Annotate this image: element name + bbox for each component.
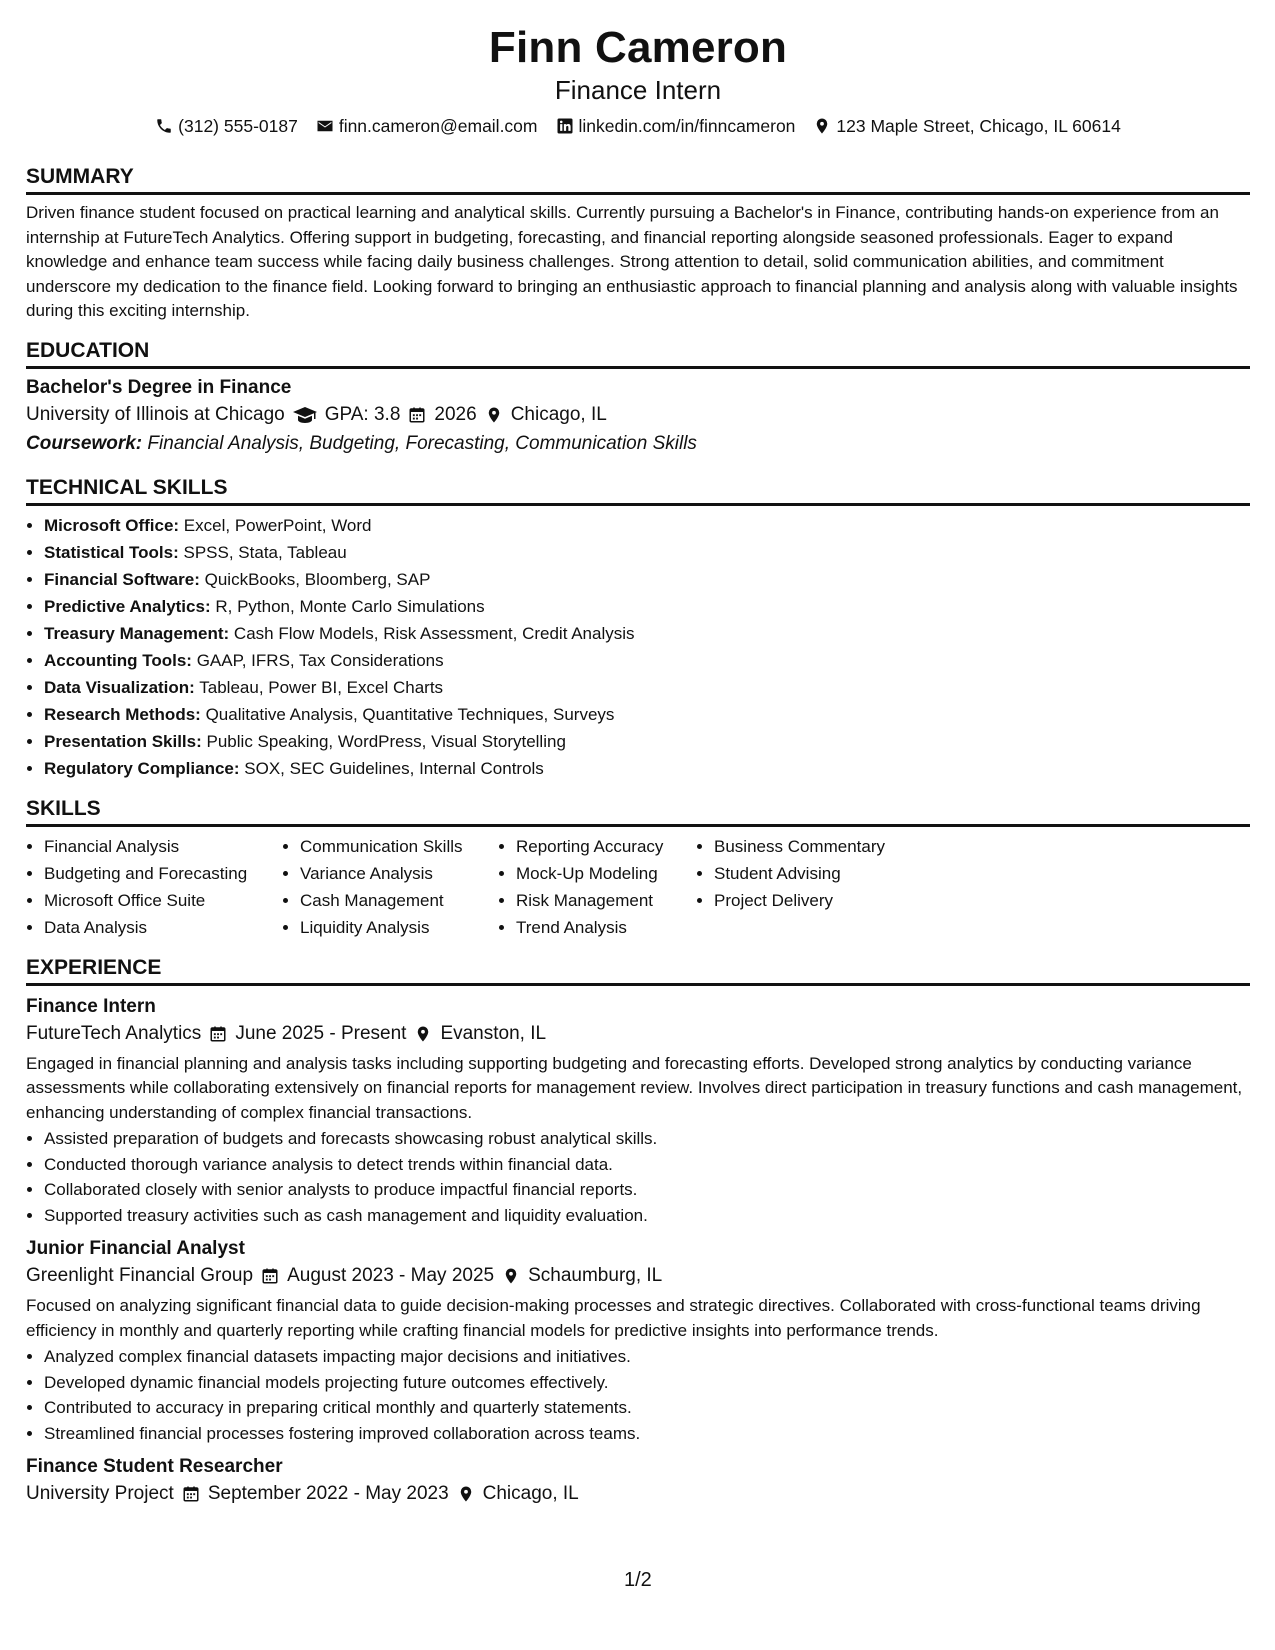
job-bullets — [26, 1126, 1250, 1228]
skills-heading: SKILLS — [26, 796, 1250, 827]
map-pin-icon — [457, 1485, 475, 1503]
job-title: Junior Financial Analyst — [26, 1238, 245, 1259]
list-item: • Streamlined financial processes fostering improved collaboration across teams. — [44, 1421, 1250, 1447]
list-item: • Reporting Accuracy — [516, 833, 696, 860]
list-item: • Analyzed complex financial datasets impacting major decisions and initiatives. — [44, 1344, 1250, 1370]
map-pin-icon — [485, 406, 503, 424]
job-details — [26, 1480, 1250, 1508]
calendar-icon — [182, 1485, 200, 1503]
list-item: • Project Delivery — [714, 887, 934, 914]
degree-title: Bachelor's Degree in Finance — [26, 376, 292, 398]
company-name: University Project — [26, 1483, 174, 1504]
contact-bar — [26, 114, 1250, 138]
phone-icon — [155, 117, 173, 135]
job-location: Chicago, IL — [482, 1483, 579, 1504]
company-name: FutureTech Analytics — [26, 1022, 202, 1044]
list-item — [44, 539, 1250, 566]
candidate-name: Finn Cameron — [488, 23, 788, 72]
technical-skills-section — [26, 475, 1250, 782]
list-item — [44, 566, 1250, 593]
address-text: 123 Maple Street, Chicago, IL 60614 — [836, 116, 1121, 136]
job-dates: June 2025 - Present — [235, 1022, 407, 1044]
contact-address — [813, 114, 1120, 138]
graduation-year: 2026 — [434, 403, 477, 425]
skill-category: Financial Software: — [44, 569, 200, 589]
skills-grid — [26, 833, 1250, 941]
job-location: Schaumburg, IL — [528, 1265, 663, 1286]
skill-values: SOX, SEC Guidelines, Internal Controls — [244, 758, 544, 778]
contact-linkedin[interactable] — [556, 114, 796, 138]
skill-values: Excel, PowerPoint, Word — [183, 515, 372, 535]
graduation-cap-icon — [293, 405, 317, 425]
calendar-icon — [209, 1025, 227, 1043]
skills-column — [282, 833, 498, 941]
summary-text: Driven finance student focused on practical learning and analytical skills. Currently pursuing a Bachelor's in Finance, contributing hands-on experience from an internship at FutureTech Analytics. Offering support in budgeting, forecasting, and financial reporting alongside seasoned professionals. Eager to expand knowledge and enhance team success while facing daily business challenges. Strong attention to detail, solid communication abilities, and commitment underscore my dedication to the finance field. Looking forward to bringing an enthusiastic approach to financial planning and analysis along with valuable insights during this exciting internship. — [26, 203, 1238, 320]
list-item — [44, 728, 1250, 755]
candidate-title: Finance Intern — [554, 75, 722, 105]
list-item: • Mock-Up Modeling — [516, 860, 696, 887]
education-location: Chicago, IL — [510, 403, 607, 425]
phone-text: (312) 555-0187 — [178, 116, 298, 136]
skill-category: Statistical Tools: — [44, 542, 179, 562]
experience-heading: EXPERIENCE — [26, 955, 1250, 986]
summary-heading: SUMMARY — [26, 164, 1250, 195]
list-item: • Contributed to accuracy in preparing critical monthly and quarterly statements. — [44, 1395, 1250, 1421]
list-item: • Risk Management — [516, 887, 696, 914]
list-item: • Assisted preparation of budgets and forecasts showcasing robust analytical skills. — [44, 1126, 1250, 1152]
skills-section — [26, 796, 1250, 941]
list-item: • Microsoft Office Suite — [44, 887, 282, 914]
list-item — [44, 674, 1250, 701]
job-details — [26, 1020, 1250, 1048]
skill-values: GAAP, IFRS, Tax Considerations — [196, 650, 444, 670]
job-details — [26, 1262, 1250, 1290]
list-item: • Trend Analysis — [516, 914, 696, 941]
list-item — [44, 701, 1250, 728]
gpa-text: GPA: 3.8 — [324, 403, 401, 425]
skill-values: R, Python, Monte Carlo Simulations — [215, 596, 485, 616]
skill-category: Predictive Analytics: — [44, 596, 211, 616]
job-bullets — [26, 1344, 1250, 1446]
list-item: • Collaborated closely with senior analysts to produce impactful financial reports. — [44, 1177, 1250, 1203]
skill-values: Public Speaking, WordPress, Visual Storytelling — [206, 731, 566, 751]
education-section — [26, 338, 1250, 459]
linkedin-text[interactable]: linkedin.com/in/finncameron — [578, 116, 796, 136]
map-pin-icon — [502, 1267, 520, 1285]
list-item: • Liquidity Analysis — [300, 914, 498, 941]
email-text[interactable]: finn.cameron@email.com — [338, 116, 538, 136]
skill-category: Research Methods: — [44, 704, 201, 724]
job-location: Evanston, IL — [440, 1022, 547, 1044]
list-item: • Supported treasury activities such as cash management and liquidity evaluation. — [44, 1203, 1250, 1229]
school-name: University of Illinois at Chicago — [26, 403, 285, 425]
job-description: Focused on analyzing significant financial data to guide decision-making processes and strategic directives. Collaborated with cross-functional teams driving efficiency in monthly and quarterly reporting while crafting financial models for predictive insights into performance trends. — [26, 1296, 1201, 1340]
job-dates: August 2023 - May 2025 — [287, 1265, 495, 1286]
skill-values: Qualitative Analysis, Quantitative Techniques, Surveys — [205, 704, 615, 724]
list-item: • Communication Skills — [300, 833, 498, 860]
list-item — [44, 593, 1250, 620]
skill-category: Regulatory Compliance: — [44, 758, 240, 778]
job-dates: September 2022 - May 2023 — [207, 1483, 449, 1504]
skill-values: Tableau, Power BI, Excel Charts — [199, 677, 444, 697]
technical-skills-heading: TECHNICAL SKILLS — [26, 475, 1250, 506]
experience-entry — [26, 994, 1250, 1229]
page-number: 1/2 — [624, 1569, 652, 1591]
list-item — [44, 620, 1250, 647]
resume-page — [26, 22, 1250, 1508]
list-item: • Budgeting and Forecasting — [44, 860, 282, 887]
list-item: • Developed dynamic financial models projecting future outcomes effectively. — [44, 1370, 1250, 1396]
skill-values: QuickBooks, Bloomberg, SAP — [204, 569, 431, 589]
calendar-icon — [261, 1267, 279, 1285]
coursework-label: Coursework: — [26, 432, 143, 454]
experience-entry — [26, 1454, 1250, 1508]
job-description: Engaged in financial planning and analysis tasks including supporting budgeting and forecasting efforts. Developed strong analytics by conducting variance assessments while collaborating extensively on financial reports for management review. Involves direct participation in treasury functions and cash management, enhancing understanding of complex financial transactions. — [26, 1053, 1243, 1122]
summary-section — [26, 164, 1250, 324]
list-item: • Business Commentary — [714, 833, 934, 860]
coursework-line — [26, 429, 1250, 459]
list-item: • Conducted thorough variance analysis to detect trends within financial data. — [44, 1152, 1250, 1178]
resume-header — [26, 22, 1250, 138]
skill-category: Data Visualization: — [44, 677, 195, 697]
skills-column — [498, 833, 696, 941]
list-item: • Student Advising — [714, 860, 934, 887]
list-item — [44, 512, 1250, 539]
skill-values: Cash Flow Models, Risk Assessment, Credit Analysis — [233, 623, 635, 643]
experience-entry — [26, 1236, 1250, 1446]
skills-column — [26, 833, 282, 941]
list-item — [44, 647, 1250, 674]
skill-category: Presentation Skills: — [44, 731, 202, 751]
coursework-list: Financial Analysis, Budgeting, Forecasting, Communication Skills — [147, 432, 697, 454]
list-item: • Financial Analysis — [44, 833, 282, 860]
calendar-icon — [408, 406, 426, 424]
map-pin-icon — [414, 1025, 432, 1043]
skills-column — [696, 833, 934, 941]
list-item: • Data Analysis — [44, 914, 282, 941]
skill-category: Accounting Tools: — [44, 650, 192, 670]
linkedin-icon — [556, 117, 574, 135]
skill-category: Treasury Management: — [44, 623, 230, 643]
contact-email[interactable] — [316, 114, 538, 138]
contact-phone — [155, 114, 298, 138]
job-title: Finance Intern — [26, 995, 156, 1017]
list-item: • Cash Management — [300, 887, 498, 914]
job-title: Finance Student Researcher — [26, 1456, 283, 1477]
technical-skills-list — [26, 512, 1250, 782]
skill-values: SPSS, Stata, Tableau — [183, 542, 347, 562]
list-item — [44, 755, 1250, 782]
map-pin-icon — [813, 117, 831, 135]
education-heading: EDUCATION — [26, 338, 1250, 369]
envelope-icon — [316, 117, 334, 135]
company-name: Greenlight Financial Group — [26, 1265, 254, 1286]
education-details — [26, 401, 1250, 429]
skill-category: Microsoft Office: — [44, 515, 180, 535]
list-item: • Variance Analysis — [300, 860, 498, 887]
experience-section — [26, 955, 1250, 1509]
